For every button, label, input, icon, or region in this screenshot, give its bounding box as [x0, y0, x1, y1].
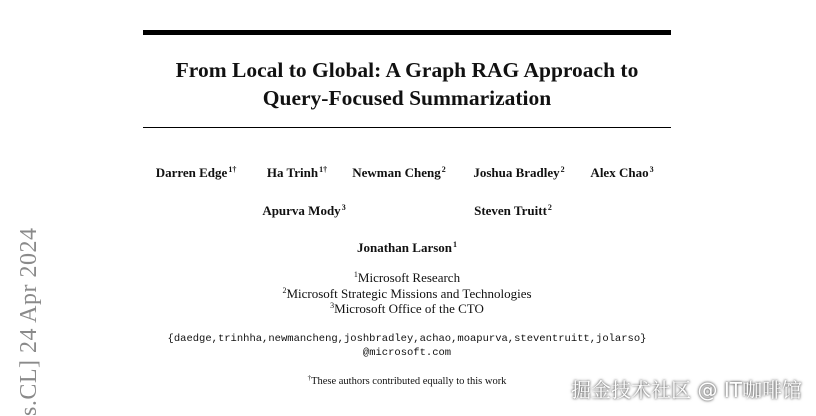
footnote-text: These authors contributed equally to this work: [311, 376, 507, 387]
author-name: Alex Chao: [590, 165, 649, 180]
affiliation-mark: 1: [353, 270, 358, 279]
author: [156, 165, 237, 181]
author-name: Steven Truitt: [474, 203, 547, 218]
author-name: Darren Edge: [155, 165, 228, 180]
arxiv-stamp: s.CL] 24 Apr 2024: [16, 227, 42, 416]
author: [262, 203, 345, 219]
watermark: 掘金技术社区 @ IT咖啡馆: [571, 378, 802, 402]
author-mark: 2: [441, 165, 446, 174]
top-rule: [143, 30, 671, 35]
title-bottom-rule: [143, 127, 671, 128]
affiliation: [143, 286, 671, 302]
author-name: Ha Trinh: [266, 165, 319, 180]
author: [357, 240, 457, 256]
author-name: Jonathan Larson: [357, 240, 452, 255]
title-line-2: Query-Focused Summarization: [262, 86, 552, 110]
author-mark: 3: [649, 165, 654, 174]
author: [473, 165, 564, 181]
author-name: Joshua Bradley: [473, 165, 560, 180]
author-name: Newman Cheng: [352, 165, 441, 180]
affiliation-mark: 3: [330, 301, 335, 310]
author-mark: 3: [341, 203, 346, 212]
affiliation-name: Microsoft Research: [357, 270, 461, 285]
author-name: Apurva Mody: [262, 203, 341, 218]
email-domain: @microsoft.com: [362, 347, 452, 359]
title-line-1: From Local to Global: A Graph RAG Approach to: [175, 58, 639, 82]
author: [352, 165, 445, 181]
author-mark: 2: [560, 165, 565, 174]
paper-title: [143, 56, 671, 112]
footnote-mark: †: [307, 374, 312, 382]
author-mark: 1†: [319, 165, 328, 174]
affiliation-name: Microsoft Office of the CTO: [334, 301, 484, 316]
affiliation-name: Microsoft Strategic Missions and Technologies: [286, 286, 532, 301]
affiliation-mark: 2: [282, 286, 287, 295]
author-mark: 2: [547, 203, 552, 212]
author: [590, 165, 653, 181]
author-mark: 1†: [228, 165, 237, 174]
author-mark: 1: [453, 240, 457, 249]
author: [474, 203, 552, 219]
email-list: {daedge,trinhha,newmancheng,joshbradley,achao,moapurva,steventruitt,jolarso}: [167, 333, 647, 345]
affiliation: [143, 301, 671, 317]
affiliation: [143, 270, 671, 286]
author: [267, 165, 327, 181]
